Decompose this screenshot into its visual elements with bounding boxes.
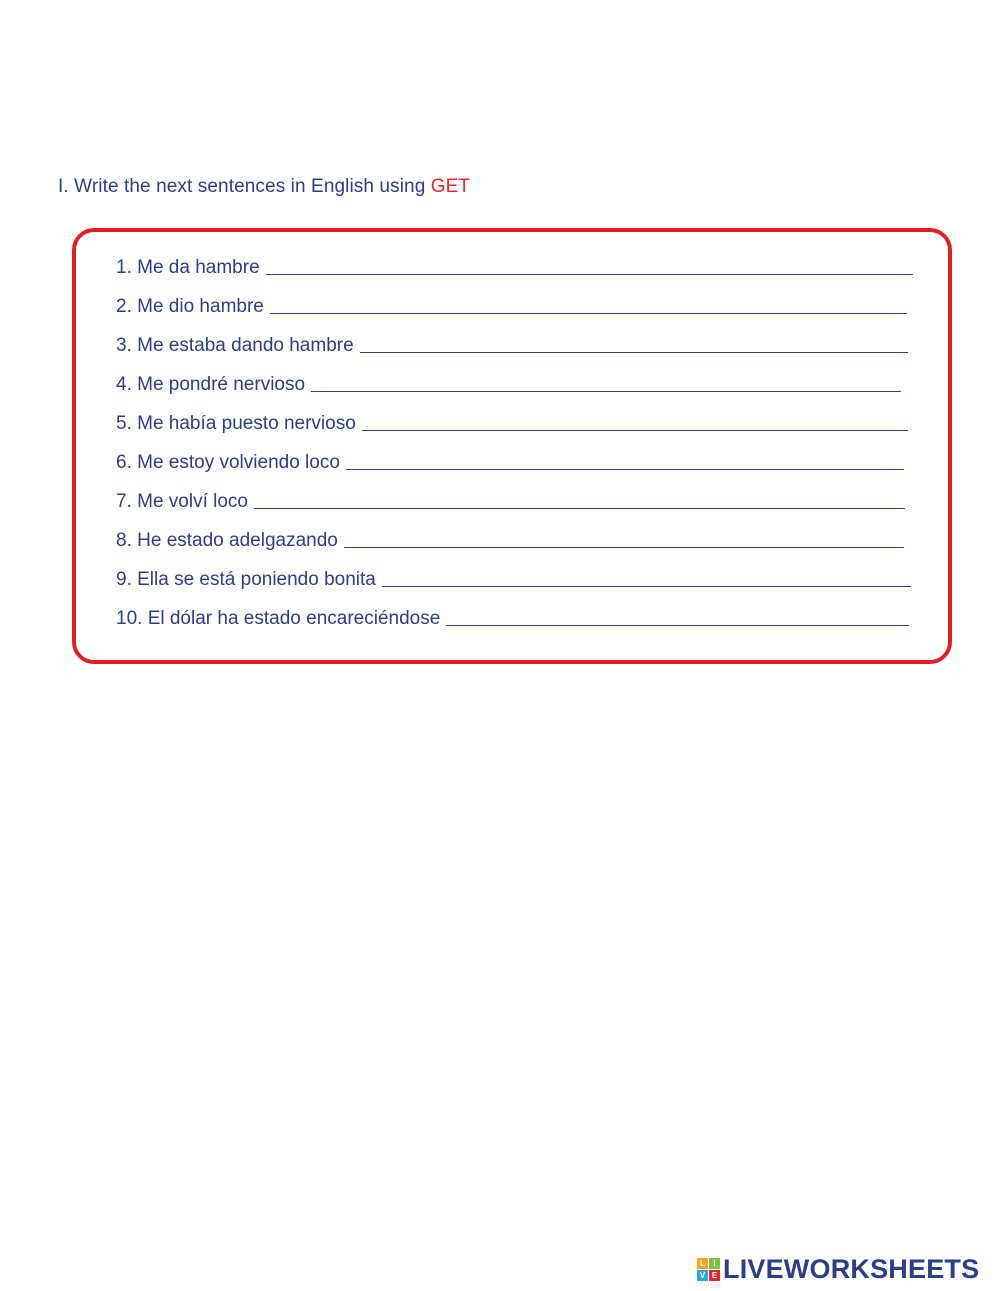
logo-tile: I xyxy=(709,1258,720,1269)
answer-blank-4[interactable] xyxy=(311,373,901,392)
logo-tile: V xyxy=(697,1270,708,1281)
answer-blank-1[interactable] xyxy=(266,256,913,275)
answer-blank-10[interactable] xyxy=(446,607,909,626)
exercise-item-2 xyxy=(116,292,907,318)
exercise-item-5 xyxy=(116,409,908,435)
instruction-text: I. Write the next sentences in English using xyxy=(58,176,431,197)
exercise-item-7 xyxy=(116,487,905,513)
exercise-item-8 xyxy=(116,526,904,552)
liveworksheets-logo xyxy=(697,1254,979,1284)
item-label: 6. Me estoy volviendo loco xyxy=(116,452,340,473)
item-label: 7. Me volví loco xyxy=(116,491,248,512)
answer-blank-3[interactable] xyxy=(360,334,908,353)
item-label: 1. Me da hambre xyxy=(116,257,260,278)
exercise-item-4 xyxy=(116,370,901,396)
item-label: 3. Me estaba dando hambre xyxy=(116,335,354,356)
logo-tiles-icon xyxy=(697,1258,720,1281)
item-label: 10. El dólar ha estado encareciéndose xyxy=(116,608,441,629)
logo-text: LIVEWORKSHEETS xyxy=(723,1253,980,1284)
answer-blank-7[interactable] xyxy=(254,490,905,509)
instruction-heading xyxy=(58,176,470,198)
instruction-highlight: GET xyxy=(430,176,471,197)
answer-blank-2[interactable] xyxy=(270,295,907,314)
item-label: 4. Me pondré nervioso xyxy=(116,374,306,395)
answer-blank-8[interactable] xyxy=(344,529,904,548)
exercise-item-6 xyxy=(116,448,904,474)
exercise-item-9 xyxy=(116,565,911,591)
answer-blank-5[interactable] xyxy=(362,412,908,431)
answer-blank-9[interactable] xyxy=(382,568,911,587)
exercise-item-10 xyxy=(116,604,909,630)
item-label: 8. He estado adelgazando xyxy=(116,530,338,551)
answer-blank-6[interactable] xyxy=(346,451,904,470)
item-label: 2. Me dio hambre xyxy=(116,296,264,317)
exercise-item-1 xyxy=(116,253,913,279)
exercise-item-3 xyxy=(116,331,908,357)
logo-tile: E xyxy=(709,1270,720,1281)
logo-tile: L xyxy=(697,1258,708,1269)
item-label: 5. Me había puesto nervioso xyxy=(116,413,356,434)
item-label: 9. Ella se está poniendo bonita xyxy=(116,569,376,590)
